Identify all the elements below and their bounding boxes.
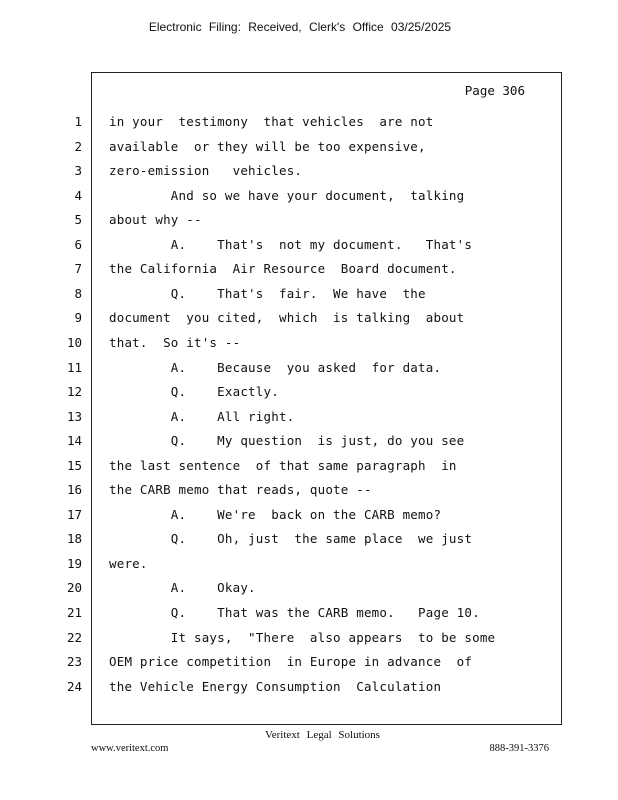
line-number: 16 xyxy=(66,482,82,497)
line-text: A. Because you asked for data. xyxy=(109,360,442,375)
line-text: zero-emission vehicles. xyxy=(109,163,303,178)
line-number: 5 xyxy=(74,212,82,227)
line-text: in your testimony that vehicles are not xyxy=(109,114,434,129)
line-text: A. We're back on the CARB memo? xyxy=(109,507,442,522)
line-text: available or they will be too expensive, xyxy=(109,139,426,154)
line-text: about why -- xyxy=(109,212,202,227)
line-number: 3 xyxy=(74,163,82,178)
line-text: Q. Exactly. xyxy=(109,384,279,399)
line-text: the last sentence of that same paragraph in xyxy=(109,458,457,473)
line-number: 17 xyxy=(66,507,82,522)
filing-stamp: Electronic Filing: Received, Clerk's Office 03/25/2025 xyxy=(148,20,452,34)
line-number: 24 xyxy=(66,679,82,694)
line-number: 8 xyxy=(74,286,82,301)
line-text: OEM price competition in Europe in advance of xyxy=(109,654,473,669)
page-number: Page 306 xyxy=(464,83,525,98)
line-text: the California Air Resource Board document. xyxy=(109,261,457,276)
footer-phone: 888-391-3376 xyxy=(489,743,549,754)
line-number: 22 xyxy=(66,630,82,645)
line-number: 4 xyxy=(74,188,82,203)
line-text: were. xyxy=(109,556,148,571)
line-text: that. So it's -- xyxy=(109,335,241,350)
line-text: Q. Oh, just the same place we just xyxy=(109,531,473,546)
line-number: 7 xyxy=(74,261,82,276)
line-text: Q. That was the CARB memo. Page 10. xyxy=(109,605,480,620)
line-text: It says, "There also appears to be some xyxy=(109,630,496,645)
line-text: document you cited, which is talking about xyxy=(109,310,465,325)
line-number: 6 xyxy=(74,237,82,252)
line-number: 9 xyxy=(74,310,82,325)
line-number: 10 xyxy=(66,335,82,350)
line-number: 18 xyxy=(66,531,82,546)
line-text: Q. My question is just, do you see xyxy=(109,433,465,448)
line-number: 13 xyxy=(66,409,82,424)
footer-website: www.veritext.com xyxy=(91,743,169,754)
line-text: And so we have your document, talking xyxy=(109,188,465,203)
line-number: 11 xyxy=(66,360,82,375)
line-text: A. All right. xyxy=(109,409,295,424)
line-number: 15 xyxy=(66,458,82,473)
line-text: Q. That's fair. We have the xyxy=(109,286,426,301)
line-number: 20 xyxy=(66,580,82,595)
line-number: 23 xyxy=(66,654,82,669)
line-number: 21 xyxy=(66,605,82,620)
line-number: 19 xyxy=(66,556,82,571)
line-number: 14 xyxy=(66,433,82,448)
line-text: A. That's not my document. That's xyxy=(109,237,473,252)
line-number: 2 xyxy=(74,139,82,154)
line-text: the Vehicle Energy Consumption Calculation xyxy=(109,679,442,694)
line-text: A. Okay. xyxy=(109,580,256,595)
line-number: 1 xyxy=(74,114,82,129)
line-text: the CARB memo that reads, quote -- xyxy=(109,482,372,497)
footer-company: Veritext Legal Solutions xyxy=(265,729,380,741)
line-number: 12 xyxy=(66,384,82,399)
